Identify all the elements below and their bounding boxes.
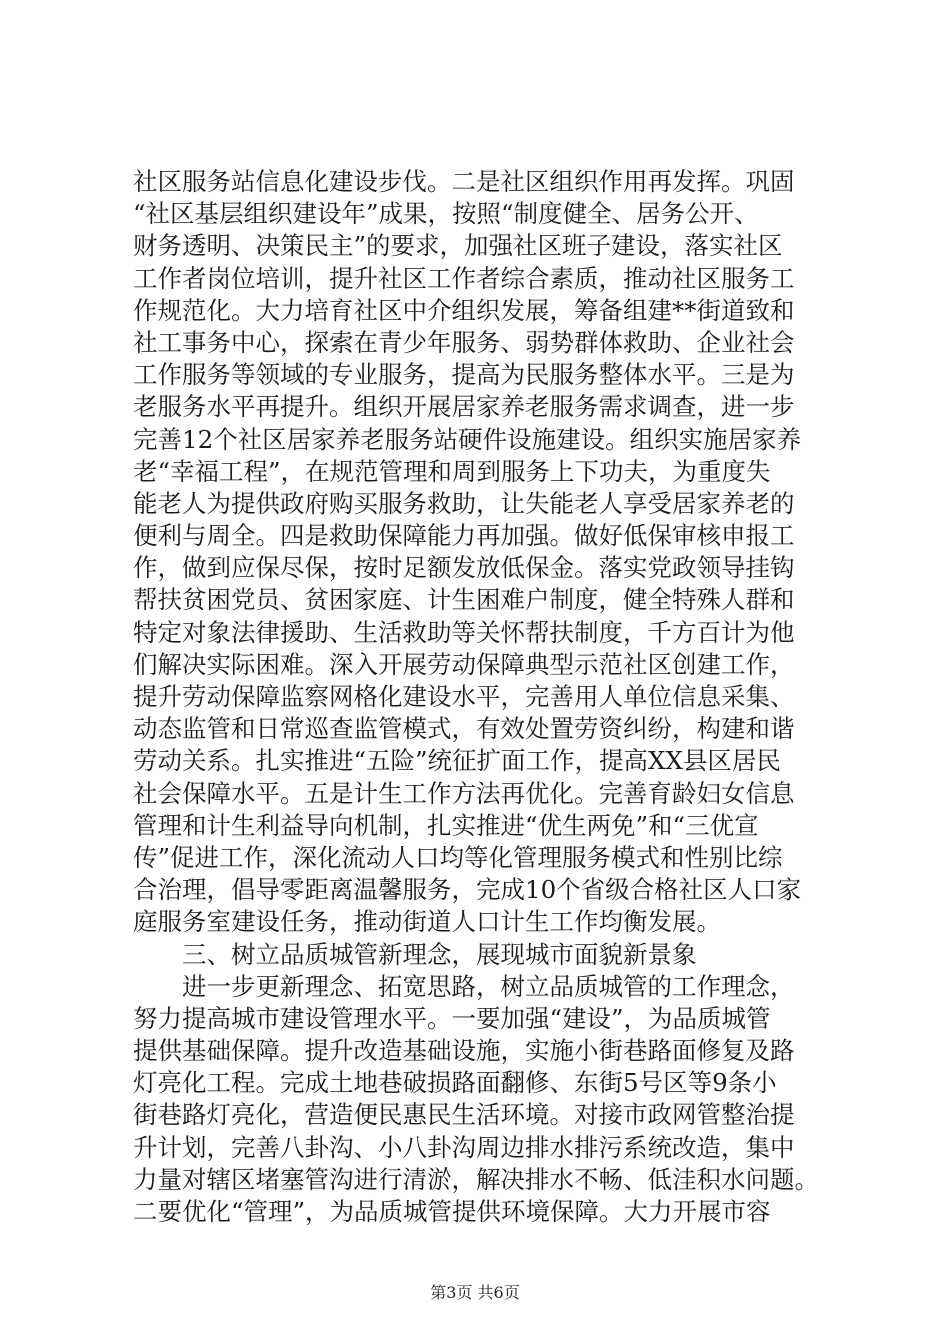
text-line: 力量对辖区堵塞管沟进行清淤，解决排水不畅、低洼积水问题。 — [133, 1164, 819, 1194]
text-line: 工作服务等领域的专业服务，提高为民服务整体水平。三是为 — [133, 360, 795, 390]
text-line: 帮扶贫困党员、贫困家庭、计生困难户制度，健全特殊人群和 — [133, 585, 795, 615]
text-line: 工作者岗位培训，提升社区工作者综合素质，推动社区服务工 — [133, 263, 795, 293]
text-line: 庭服务室建设任务，推动街道人口计生工作均衡发展。 — [133, 907, 721, 937]
text-line: 街巷路灯亮化，营造便民惠民生活环境。对接市政网管整治提 — [133, 1100, 795, 1130]
text-line: 二要优化“管理”，为品质城管提供环境保障。大力开展市容 — [133, 1197, 771, 1226]
text-line: 合治理，倡导零距离温馨服务，完成10个省级合格社区人口家 — [133, 875, 802, 905]
text-line: 财务透明、决策民主”的要求，加强社区班子建设，落实社区 — [133, 231, 783, 261]
section-heading: 三、树立品质城管新理念，展现城市面貌新景象 — [133, 939, 697, 969]
text-line: 提升劳动保障监察网格化建设水平，完善用人单位信息采集、 — [133, 682, 795, 711]
document-body — [133, 166, 833, 1228]
page-number-footer: 第3页 共6页 — [430, 1283, 520, 1302]
text-line: 社会保障水平。五是计生工作方法再优化。完善育龄妇女信息 — [133, 778, 795, 808]
text-line: 传”促进工作，深化流动人口均等化管理服务模式和性别比综 — [133, 842, 783, 872]
text-line: 进一步更新理念、拓宽思路，树立品质城管的工作理念， — [133, 971, 795, 1001]
text-line: 作规范化。大力培育社区中介组织发展，筹备组建**街道致和 — [133, 295, 795, 325]
text-line: 动态监管和日常巡查监管模式，有效处置劳资纠纷，构建和谐 — [133, 714, 795, 744]
text-line: 社区服务站信息化建设步伐。二是社区组织作用再发挥。巩固 — [133, 167, 795, 196]
text-line: 完善12个社区居家养老服务站硬件设施建设。组织实施居家养 — [133, 424, 802, 454]
text-line: 提供基础保障。提升改造基础设施，实施小街巷路面修复及路 — [133, 1036, 795, 1066]
text-line: 升计划，完善八卦沟、小八卦沟周边排水排污系统改造，集中 — [133, 1132, 795, 1162]
text-line: 管理和计生利益导向机制，扎实推进“优生两免”和“三优宣 — [133, 810, 759, 840]
text-line: 社工事务中心，探索在青少年服务、弱势群体救助、企业社会 — [133, 327, 795, 357]
text-line: 便利与周全。四是救助保障能力再加强。做好低保审核申报工 — [133, 521, 795, 551]
text-line: 作，做到应保尽保，按时足额发放低保金。落实党政领导挂钩 — [133, 553, 795, 583]
text-line: 老服务水平再提升。组织开展居家养老服务需求调查，进一步 — [133, 392, 795, 422]
text-line: 能老人为提供政府购买服务救助，让失能老人享受居家养老的 — [133, 488, 795, 518]
text-line: “社区基层组织建设年”成果，按照“制度健全、居务公开、 — [133, 199, 759, 229]
text-line: 劳动关系。扎实推进“五险”统征扩面工作，提高XX县区居民 — [133, 746, 781, 776]
text-line: 特定对象法律援助、生活救助等关怀帮扶制度，千方百计为他 — [133, 617, 795, 647]
text-line: 灯亮化工程。完成土地巷破损路面翻修、东街5号区等9条小 — [133, 1068, 777, 1098]
text-line: 老“幸福工程”，在规范管理和周到服务上下功夫，为重度失 — [133, 456, 771, 486]
text-line: 们解决实际困难。深入开展劳动保障典型示范社区创建工作， — [133, 649, 795, 679]
text-line: 努力提高城市建设管理水平。一要加强“建设”，为品质城管 — [133, 1003, 771, 1033]
